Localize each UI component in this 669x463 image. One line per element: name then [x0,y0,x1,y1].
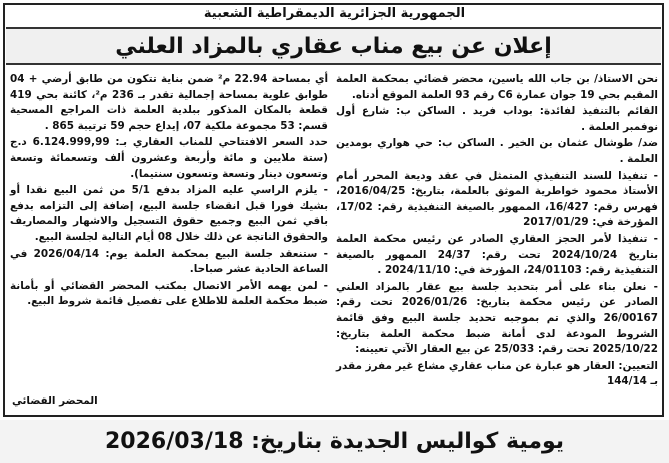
paragraph: نحن الاستاذ/ بن جاب الله ياسين، محضر قضائي بمحكمة العلمة المقيم بحي 19 جوان عمارة C6 رقم 93 العلمة الموقع أدناه. [336,73,658,101]
signature: المحضر القضائي [12,395,98,407]
paragraph: - ستنعقد جلسة البيع بمحكمة العلمة يوم: 2026/04/14 في الساعة الحادية عشر صباحا. [10,247,328,276]
paragraph: - تنفيذا لأمر الحجز العقاري الصادر عن رئيس محكمة العلمة بتاريخ 2024/10/24 تحت رقم: 24/37 الممهور بالصيغة التنفيذية رقم: 24/01103، المؤرخة في: 2024/11/10 . [336,232,658,277]
left-column [10,72,328,311]
notice-title: إعلان عن بيع مناب عقاري بالمزاد العلني [115,33,552,59]
paragraph: أي بمساحة 22.94 م² ضمن بناية تتكون من طابق أرضي + 04 طوابق علوية بمساحة إجمالية تقدر بـ 236 م²، كائنة بحي 419 قطعة بالمكان المذكور ببلدية العلمة ذات المراجع المسحية قسم: 53 مجموعة ملكية 07، إيداع حجم 59 ترتيبة 865 . [10,73,329,132]
paragraph: - يلزم الراسي عليه المزاد بدفع 5/1 من ثمن البيع نقدا أو بشيك فورا قبل انقضاء جلسة البيع، إضافة إلى التزامه بدفع باقي ثمن البيع وجميع حقوق التسجيل والاشهار والمصاريف والحقوق الناتجة عن ذلك خلال 08 أيام التالية لجلسة البيع. [10,184,328,243]
paragraph: القائم بالتنفيذ لفائدة: بوداب فريد . الساكن ب: شارع أول نوفمبر العلمة . [336,105,658,133]
republic-header: الجمهورية الجزائرية الديمقراطية الشعبية [203,6,466,21]
right-column [336,72,658,391]
paragraph: ضد/ طوشال عثمان بن الخير . الساكن ب: حي هواري بومدين العلمة . [336,137,658,165]
footer-banner [0,420,669,463]
footer-text: يومية كواليس الجديدة بتاريخ: 2026/03/18 [104,429,565,454]
paragraph: حدد السعر الافتتاحي للمناب العقاري بـ: 6.124.999,99 د.ج (ستة ملايين و مائة وأربعة وعشرون ألف وتسعمائة وتسعة وتسعون دينار وتسعة وتسعون سنتيما). [10,136,328,180]
paragraph: - تنفيذا للسند التنفيذي المتمثل في عقد وديعة المحرر أمام الأستاذ محمود خواطرية الموثق بالعلمة، بتاريخ: 2016/04/25، فهرس رقم: 16/427، الممهور بالصيغة التنفيذية رقم: 17/02، المؤرخة في: 2017/01/29 [336,169,658,229]
paragraph: - لمن يهمه الأمر الاتصال بمكتب المحضر القضائي أو بأمانة ضبط محكمة العلمة للاطلاع على تفصيل قائمة شروط البيع. [10,279,328,308]
paragraph: - نعلن بناء على أمر بتحديد جلسة بيع عقار بالمزاد العلني الصادر عن رئيس محكمة بتاريخ: 2026/01/26 تحت رقم: 26/00167 والذي تم بموجبه تحديد جلسة البيع وفق قائمة الشروط المودعة لدى أمانة ضبط محكمة العلمة بتاريخ: 2025/10/22 تحت رقم: 25/033 عن بيع العقار الآتي تعيينه: [336,280,658,356]
paragraph: التعيين: العقار هو عبارة عن مناب عقاري مشاع غير مفرز مقدر بـ 144/14 [336,359,658,388]
title-bar [6,27,661,65]
